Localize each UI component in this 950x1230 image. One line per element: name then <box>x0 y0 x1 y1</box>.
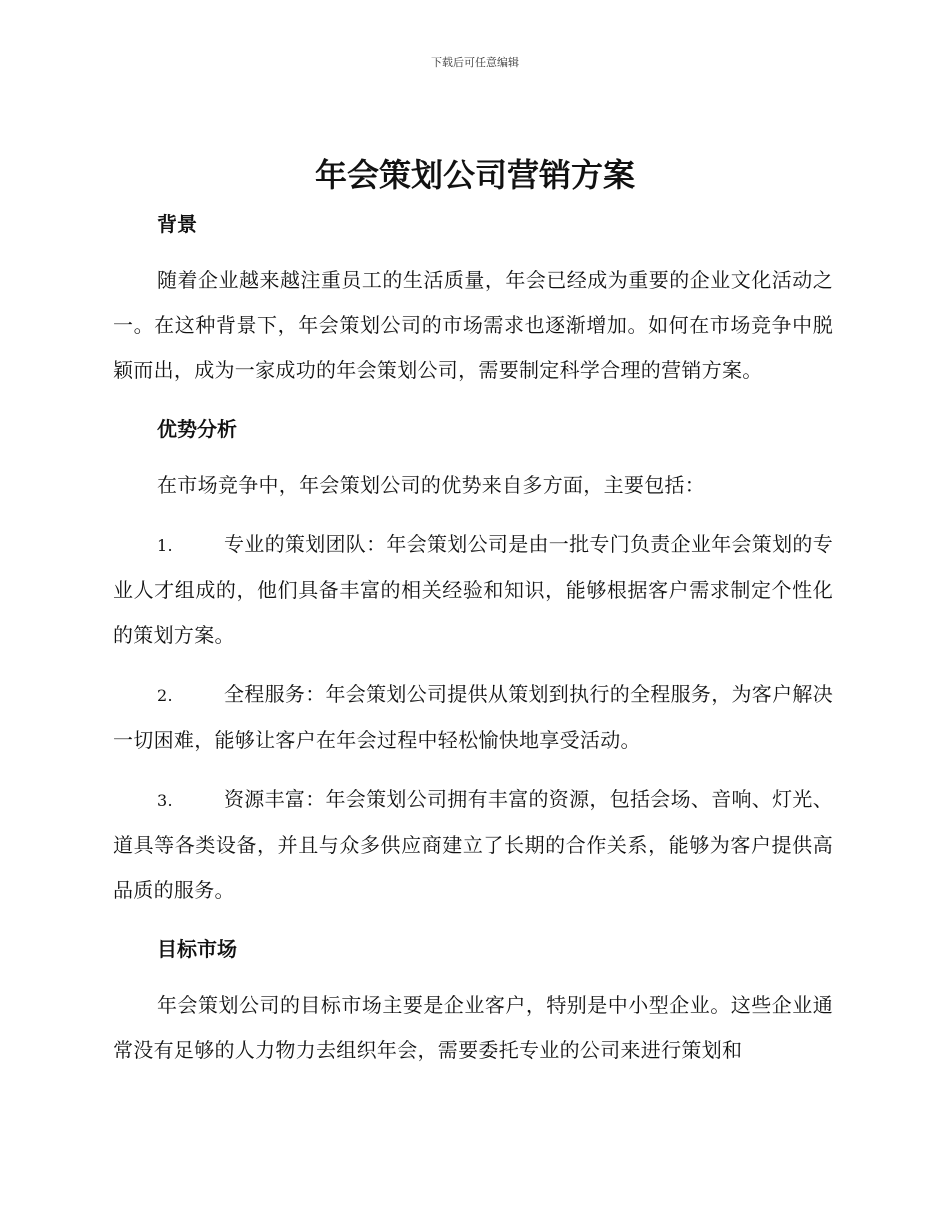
paragraph-target-market: 年会策划公司的目标市场主要是企业客户，特别是中小型企业。这些企业通常没有足够的人力物力去组织年会，需要委托专业的公司来进行策划和 <box>113 993 833 1062</box>
list-text: 专业的策划团队：年会策划公司是由一批专门负责企业年会策划的专业人才组成的，他们具备丰富的相关经验和知识，能够根据客户需求制定个性化的策划方案。 <box>113 532 833 647</box>
section-heading-background: 背景 <box>157 212 197 236</box>
list-number: 3. <box>157 791 173 810</box>
paragraph-advantages-intro: 在市场竞争中，年会策划公司的优势来自多方面，主要包括： <box>157 473 706 497</box>
list-item <box>113 522 833 658</box>
list-number: 2. <box>157 686 173 705</box>
paragraph-background: 随着企业越来越注重员工的生活质量，年会已经成为重要的企业文化活动之一。在这种背景下，年会策划公司的市场需求也逐渐增加。如何在市场竞争中脱颖而出，成为一家成功的年会策划公司，需要制定科学合理的营销方案。 <box>113 268 833 382</box>
header-note: 下载后可任意编辑 <box>431 56 519 69</box>
list-text: 资源丰富：年会策划公司拥有丰富的资源，包括会场、音响、灯光、道具等各类设备，并且与众多供应商建立了长期的合作关系，能够为客户提供高品质的服务。 <box>113 787 833 902</box>
list-number: 1. <box>157 536 173 555</box>
section-heading-target-market: 目标市场 <box>157 937 237 961</box>
list-item <box>113 777 833 913</box>
list-item <box>113 672 833 763</box>
list-text: 全程服务：年会策划公司提供从策划到执行的全程服务，为客户解决一切困难，能够让客户在年会过程中轻松愉快地享受活动。 <box>113 682 833 752</box>
section-heading-advantages: 优势分析 <box>157 417 237 441</box>
document-body <box>113 202 833 1073</box>
page-title: 年会策划公司营销方案 <box>314 156 635 194</box>
